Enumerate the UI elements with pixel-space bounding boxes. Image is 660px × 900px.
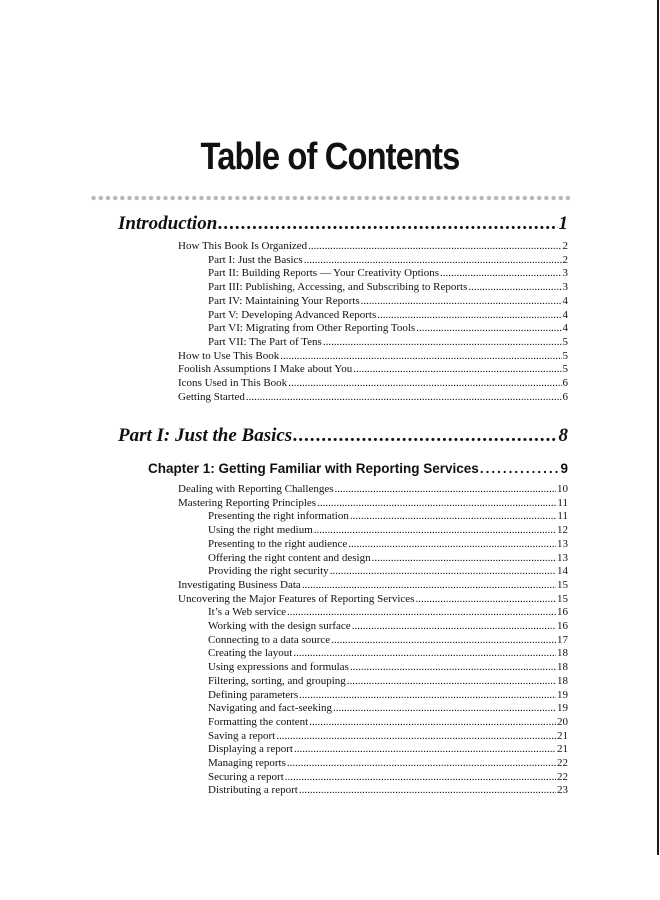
dot-leader [246,391,562,404]
page-number: 20 [557,715,568,728]
entry-title: Getting Started [178,390,245,403]
entry-title: Part VI: Migrating from Other Reporting Tools [208,322,416,335]
toc-entry[interactable] [208,336,568,349]
entry-title: Investigating Business Data [178,578,301,591]
page-number: 3 [562,267,568,280]
dot-leader [218,212,557,236]
toc-entry[interactable] [208,675,568,688]
page-number: 11 [557,510,568,523]
page-number: 11 [557,496,568,509]
toc-entry[interactable] [178,593,568,606]
toc-entry[interactable] [208,309,568,322]
page-number: 5 [562,335,568,348]
dot-leader [361,295,562,308]
toc-entry[interactable] [208,743,568,756]
dot-leader [314,524,556,537]
page-number: 16 [557,606,568,619]
dot-leader [377,309,561,322]
entry-title: Foolish Assumptions I Make about You [178,363,353,376]
dot-leader [350,661,556,674]
entry-title: Filtering, sorting, and grouping [208,674,346,687]
dot-leader [293,647,556,660]
entry-title: How to Use This Book [178,349,280,362]
dot-leader [302,579,556,592]
entry-title: Creating the layout [208,647,293,660]
page-number: 5 [562,349,568,362]
toc-entry[interactable] [208,784,568,797]
entry-title: Part V: Developing Advanced Reports [208,308,377,321]
entry-title: Icons Used in This Book [178,377,288,389]
toc-entry[interactable] [178,377,568,390]
page-number: 18 [557,647,568,660]
toc-entry[interactable] [178,240,568,253]
page-number: 19 [557,688,568,701]
dot-leader [331,634,556,647]
toc-entry[interactable] [208,254,568,267]
toc-entry[interactable] [208,606,568,619]
entry-title: Defining parameters [208,688,299,701]
dot-leader [280,350,561,363]
page-number: 2 [562,240,568,252]
chapter-title: Chapter 1: Getting Familiar with Reporting Services [148,461,479,476]
page-number: 23 [557,784,568,797]
toc-entry[interactable] [208,620,568,633]
part-title: Introduction [118,213,218,234]
page-number: 6 [562,377,568,389]
page-number: 14 [557,565,568,578]
toc-chapter-1[interactable] [148,460,568,478]
toc-entry[interactable] [208,322,568,335]
dot-leader [323,336,562,349]
page-number: 21 [557,743,568,756]
page-number: 15 [557,578,568,591]
dot-leader [288,377,561,390]
dot-leader [308,240,561,253]
dot-leader [352,620,556,633]
toc-entry[interactable] [208,716,568,729]
entry-title: Displaying a report [208,743,293,756]
dot-leader [353,363,561,376]
entry-title: Part I: Just the Basics [208,253,303,266]
dot-leader [350,510,557,523]
toc-entry[interactable] [208,730,568,743]
toc-entry[interactable] [208,295,568,308]
page-edge-line [657,0,659,855]
page-number: 16 [557,620,568,632]
dot-leader [304,254,562,267]
page-number: 12 [557,524,568,537]
toc-entry[interactable] [208,702,568,715]
toc-entry[interactable] [208,267,568,280]
entry-title: Offering the right content and design [208,551,371,564]
entry-title: Dealing with Reporting Challenges [178,483,334,495]
dot-leader [293,424,557,448]
page-number: 10 [557,483,568,495]
entry-title: Presenting the right information [208,510,349,523]
entry-title: Part IV: Maintaining Your Reports [208,294,360,307]
page-number: 4 [562,322,568,335]
dot-leader [299,784,556,797]
toc-entry[interactable] [178,391,568,404]
toc-entry[interactable] [208,634,568,647]
toc-entry[interactable] [208,552,568,565]
entry-title: Managing reports [208,757,286,769]
toc-entry[interactable] [178,497,568,510]
toc-entry[interactable] [208,524,568,537]
page-number: 4 [562,308,568,321]
entry-title: Part II: Building Reports — Your Creativity Options [208,267,439,280]
toc-entry[interactable] [208,565,568,578]
dot-leader [440,267,562,280]
entry-title: Distributing a report [208,784,298,797]
page-number: 18 [557,661,568,674]
entry-title: Connecting to a data source [208,633,331,646]
page-number: 22 [557,757,568,769]
page-number: 6 [562,390,568,403]
dot-leader [330,565,556,578]
page-number: 8 [558,425,568,446]
page-number: 4 [562,294,568,307]
toc-entry[interactable] [208,538,568,551]
dot-leader [348,538,556,551]
dot-leader [299,689,556,702]
toc-entry[interactable] [208,510,568,523]
page-number: 3 [562,281,568,294]
entry-title: Using the right medium [208,524,313,537]
page-number: 13 [557,551,568,564]
dot-leader [317,497,556,510]
page-number: 22 [557,770,568,783]
entry-title: Presenting to the right audience [208,537,348,550]
page-number: 17 [557,633,568,646]
page-number: 18 [557,674,568,687]
toc-entry[interactable] [208,689,568,702]
part-title: Part I: Just the Basics [118,425,293,446]
page-number: 21 [557,729,568,742]
dot-leader [415,593,556,606]
entry-title: How This Book Is Organized [178,240,308,252]
toc-entry[interactable] [178,579,568,592]
page-number: 5 [562,363,568,376]
entry-title: Uncovering the Major Features of Reporting Services [178,592,415,605]
dot-leader [287,757,556,770]
dotted-divider [90,195,570,201]
dot-leader [468,281,561,294]
dot-leader [335,483,557,496]
dot-leader [294,743,556,756]
dot-leader [276,730,556,743]
toc-entry[interactable] [178,363,568,376]
toc-entry[interactable] [178,483,568,496]
page-number: 19 [557,702,568,715]
page-number: 1 [558,213,568,234]
entry-title: Formatting the content [208,715,309,728]
dot-leader [285,771,556,784]
dot-leader [480,460,560,478]
dot-leader [333,702,556,715]
toc-part-introduction[interactable] [118,212,568,236]
entry-title: Part III: Publishing, Accessing, and Subscribing to Reports [208,281,468,294]
entry-title: Mastering Reporting Principles [178,496,317,509]
dot-leader [347,675,556,688]
page-number: 15 [557,592,568,605]
page-number: 13 [557,537,568,550]
entry-title: Providing the right security [208,565,329,578]
toc-entry[interactable] [208,757,568,770]
entry-title: It’s a Web service [208,606,287,619]
toc-entry[interactable] [208,281,568,294]
dot-leader [287,606,556,619]
toc-entry[interactable] [208,647,568,660]
entry-title: Working with the design surface [208,620,351,632]
dot-leader [372,552,556,565]
page-number: 9 [560,461,568,476]
dot-leader [309,716,556,729]
entry-title: Navigating and fact-seeking [208,702,333,715]
toc-entry[interactable] [208,771,568,784]
entry-title: Part VII: The Part of Tens [208,335,322,348]
page-number: 2 [562,253,568,266]
page-title: Table of Contents [200,136,460,178]
toc-entry[interactable] [178,350,568,363]
entry-title: Saving a report [208,729,276,742]
toc-part-1[interactable] [118,424,568,448]
dot-leader [416,322,561,335]
entry-title: Using expressions and formulas [208,661,349,674]
toc-entry[interactable] [208,661,568,674]
entry-title: Securing a report [208,770,284,783]
